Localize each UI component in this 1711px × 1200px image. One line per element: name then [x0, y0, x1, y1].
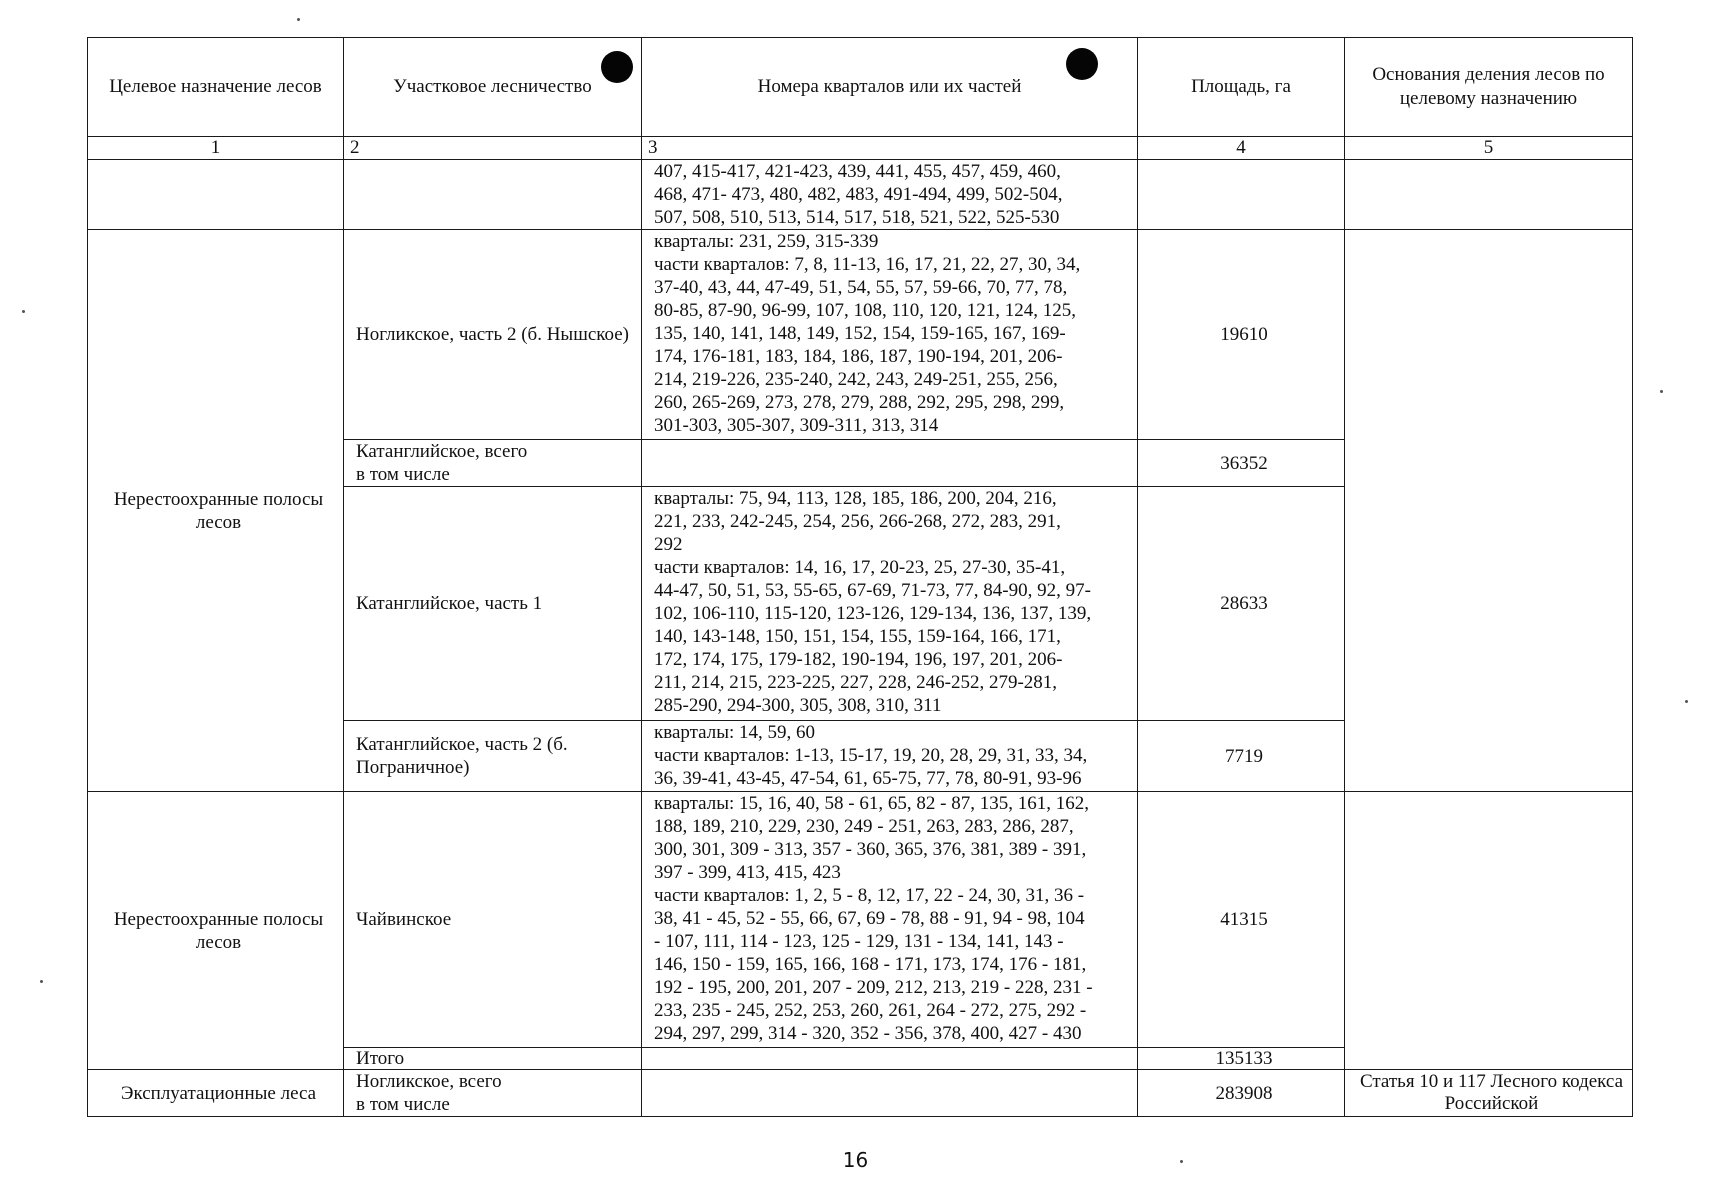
column-number: 1 [88, 137, 344, 160]
forestry-cell: Катанглийское, часть 2 (б. Пограничное) [344, 721, 642, 792]
area-cell: 19610 [1138, 230, 1345, 440]
quarters-line: 260, 265-269, 273, 278, 279, 288, 292, 295, 298, 299, [654, 392, 1065, 413]
table-row [88, 1070, 1633, 1117]
scan-speck [40, 980, 43, 983]
purpose-cell [88, 160, 344, 230]
quarters-line: 172, 174, 175, 179-182, 190-194, 196, 197, 201, 206- [654, 649, 1063, 670]
scan-speck [297, 18, 300, 21]
basis-cell: Статья 10 и 117 Лесного кодекса Российской [1345, 1070, 1633, 1117]
header-basis: Основания деления лесов по целевому назначению [1345, 38, 1633, 137]
quarters-line: 507, 508, 510, 513, 514, 517, 518, 521, 522, 525-530 [654, 207, 1060, 228]
forestry-cell [344, 440, 642, 487]
forest-purpose-table [87, 37, 1633, 1117]
quarters-line: 38, 41 - 45, 52 - 55, 66, 67, 69 - 78, 88 - 91, 94 - 98, 104 [654, 908, 1085, 929]
quarters-line: 294, 297, 299, 314 - 320, 352 - 356, 378, 400, 427 - 430 [654, 1023, 1082, 1044]
scan-speck [22, 310, 25, 313]
forestry-line: Ногликское, всего [356, 1071, 502, 1092]
column-number: 4 [1138, 137, 1345, 160]
quarters-line: части кварталов: 14, 16, 17, 20-23, 25, 27-30, 35-41, [654, 557, 1066, 578]
column-number: 3 [642, 137, 1138, 160]
quarters-line: части кварталов: 1, 2, 5 - 8, 12, 17, 22 - 24, 30, 31, 36 - [654, 885, 1085, 906]
punch-hole [601, 51, 633, 83]
quarters-line: 407, 415-417, 421-423, 439, 441, 455, 457, 459, 460, [654, 161, 1061, 182]
quarters-line: - 107, 111, 114 - 123, 125 - 129, 131 - 134, 141, 143 - [654, 931, 1064, 952]
forestry-cell [344, 160, 642, 230]
quarters-line: части кварталов: 7, 8, 11-13, 16, 17, 21, 22, 27, 30, 34, [654, 254, 1081, 275]
quarters-line: 102, 106-110, 115-120, 123-126, 129-134, 136, 137, 139, [654, 603, 1092, 624]
quarters-line: 37-40, 43, 44, 47-49, 51, 54, 55, 57, 59-66, 70, 77, 78, [654, 277, 1068, 298]
quarters-line: 397 - 399, 413, 415, 423 [654, 862, 841, 883]
page-number: 16 [842, 1148, 869, 1172]
header-area: Площадь, га [1138, 38, 1345, 137]
quarters-line: 292 [654, 534, 683, 555]
basis-cell [1345, 160, 1633, 230]
forestry-cell: Катанглийское, часть 1 [344, 487, 642, 721]
quarters-line: 188, 189, 210, 229, 230, 249 - 251, 263, 283, 286, 287, [654, 816, 1074, 837]
scan-speck [1660, 390, 1663, 393]
forestry-line: в том числе [356, 1094, 450, 1115]
quarters-line: кварталы: 231, 259, 315-339 [654, 231, 879, 252]
quarters-cell [642, 1070, 1138, 1117]
quarters-cell [642, 160, 1138, 230]
purpose-cell: Нерестоохранные полосы лесов [88, 230, 344, 792]
quarters-line: 36, 39-41, 43-45, 47-54, 61, 65-75, 77, 78, 80-91, 93-96 [654, 768, 1082, 789]
quarters-line: 192 - 195, 200, 201, 207 - 209, 212, 213, 219 - 228, 231 - [654, 977, 1093, 998]
header-quarters: Номера кварталов или их частей [642, 38, 1138, 137]
quarters-line: 174, 176-181, 183, 184, 186, 187, 190-194, 201, 206- [654, 346, 1063, 367]
forestry-cell: Ногликское, часть 2 (б. Нышское) [344, 230, 642, 440]
forestry-cell [344, 1070, 642, 1117]
quarters-line: 300, 301, 309 - 313, 357 - 360, 365, 376, 381, 389 - 391, [654, 839, 1087, 860]
quarters-line: кварталы: 15, 16, 40, 58 - 61, 65, 82 - 87, 135, 161, 162, [654, 793, 1089, 814]
table-row [88, 792, 1633, 1048]
forestry-line: Катанглийское, всего [356, 441, 528, 462]
area-cell: 41315 [1138, 792, 1345, 1048]
area-cell: 283908 [1138, 1070, 1345, 1117]
quarters-line: 468, 471- 473, 480, 482, 483, 491-494, 499, 502-504, [654, 184, 1063, 205]
basis-cell [1345, 792, 1633, 1070]
header-row [88, 38, 1633, 137]
forestry-cell: Чайвинское [344, 792, 642, 1048]
quarters-cell [642, 792, 1138, 1048]
forestry-cell: Итого [344, 1048, 642, 1070]
purpose-cell: Эксплуатационные леса [88, 1070, 344, 1117]
quarters-cell [642, 440, 1138, 487]
purpose-cell: Нерестоохранные полосы лесов [88, 792, 344, 1070]
header-purpose: Целевое назначение лесов [88, 38, 344, 137]
quarters-line: 285-290, 294-300, 305, 308, 310, 311 [654, 695, 942, 716]
quarters-line: 135, 140, 141, 148, 149, 152, 154, 159-165, 167, 169- [654, 323, 1066, 344]
quarters-line: 44-47, 50, 51, 53, 55-65, 67-69, 71-73, 77, 84-90, 92, 97- [654, 580, 1091, 601]
scan-speck [1685, 700, 1688, 703]
table-row [88, 160, 1633, 230]
quarters-line: 301-303, 305-307, 309-311, 313, 314 [654, 415, 939, 436]
quarters-line: 140, 143-148, 150, 151, 154, 155, 159-164, 166, 171, [654, 626, 1061, 647]
quarters-cell [642, 230, 1138, 440]
column-number: 5 [1345, 137, 1633, 160]
header-forestry: Участковое лесничество [344, 38, 642, 137]
area-cell [1138, 160, 1345, 230]
forestry-line: в том числе [356, 464, 450, 485]
quarters-line: 214, 219-226, 235-240, 242, 243, 249-251, 255, 256, [654, 369, 1058, 390]
quarters-cell [642, 1048, 1138, 1070]
quarters-line: 221, 233, 242-245, 254, 256, 266-268, 272, 283, 291, [654, 511, 1061, 532]
punch-hole [1066, 48, 1098, 80]
area-cell: 28633 [1138, 487, 1345, 721]
quarters-line: 80-85, 87-90, 96-99, 107, 108, 110, 120, 121, 124, 125, [654, 300, 1077, 321]
column-number-row [88, 137, 1633, 160]
basis-cell [1345, 230, 1633, 792]
quarters-line: 211, 214, 215, 223-225, 227, 228, 246-252, 279-281, [654, 672, 1058, 693]
area-cell: 7719 [1138, 721, 1345, 792]
area-cell: 36352 [1138, 440, 1345, 487]
column-number: 2 [344, 137, 642, 160]
quarters-cell [642, 487, 1138, 721]
quarters-line: кварталы: 75, 94, 113, 128, 185, 186, 200, 204, 216, [654, 488, 1057, 509]
quarters-line: 233, 235 - 245, 252, 253, 260, 261, 264 - 272, 275, 292 - [654, 1000, 1087, 1021]
table-row [88, 230, 1633, 440]
quarters-line: кварталы: 14, 59, 60 [654, 722, 816, 743]
quarters-cell [642, 721, 1138, 792]
quarters-line: 146, 150 - 159, 165, 166, 168 - 171, 173, 174, 176 - 181, [654, 954, 1087, 975]
area-cell: 135133 [1138, 1048, 1345, 1070]
quarters-line: части кварталов: 1-13, 15-17, 19, 20, 28, 29, 31, 33, 34, [654, 745, 1088, 766]
